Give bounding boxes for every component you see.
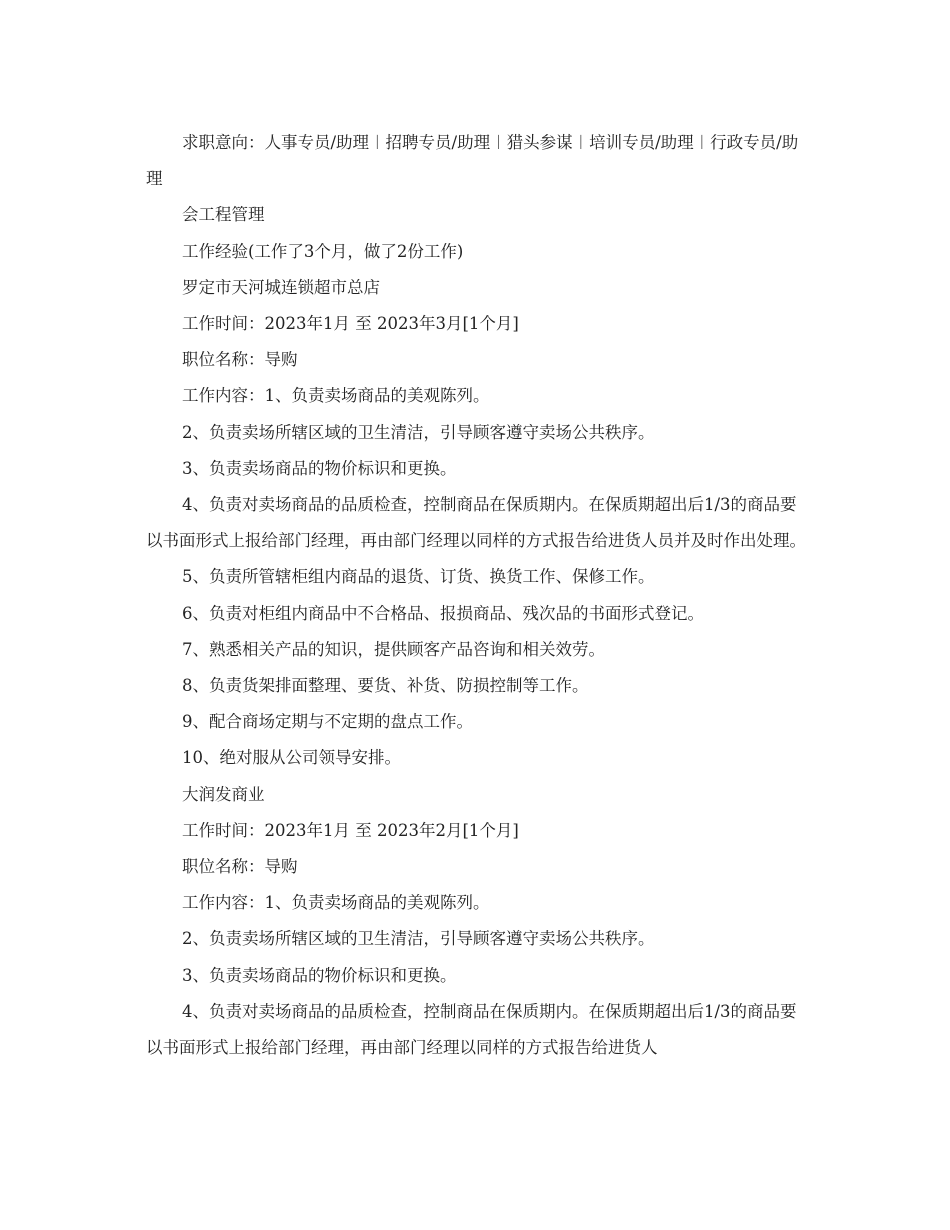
duty-item: 7、熟悉相关产品的知识，提供顾客产品咨询和相关效劳。 xyxy=(182,639,605,659)
job-intention: 求职意向：人事专员/助理︱招聘专员/助理︱猎头参谋︱培训专员/助理︱行政专员/助理 xyxy=(146,133,799,189)
duty-item: 4、负责对卖场商品的品质检查，控制商品在保质期内。在保质期超出后1/3的商品要以书面形式上报给部门经理，再由部门经理以同样的方式报告给进货人 xyxy=(146,1001,797,1058)
company-name: 大润发商业 xyxy=(182,784,265,804)
duty-item: 6、负责对柜组内商品中不合格品、报损商品、残次品的书面形式登记。 xyxy=(182,603,704,623)
duty-item: 5、负责所管辖柜组内商品的退货、订货、换货工作、保修工作。 xyxy=(182,567,655,587)
duty-item: 3、负责卖场商品的物价标识和更换。 xyxy=(182,965,457,985)
company-name: 罗定市天河城连锁超市总店 xyxy=(182,277,380,297)
work-period: 工作时间：2023年1月 至 2023年3月[1个月] xyxy=(182,314,519,334)
duty-item: 2、负责卖场所辖区域的卫生清洁，引导顾客遵守卖场公共秩序。 xyxy=(182,929,655,949)
duty-item: 3、负责卖场商品的物价标识和更换。 xyxy=(182,458,457,478)
duty-item: 9、配合商场定期与不定期的盘点工作。 xyxy=(182,712,473,732)
work-experience-heading: 工作经验(工作了3个月，做了2份工作) xyxy=(182,241,464,261)
duty-item: 工作内容：1、负责卖场商品的美观陈列。 xyxy=(182,893,490,913)
document-body xyxy=(146,125,806,1066)
work-period: 工作时间：2023年1月 至 2023年2月[1个月] xyxy=(182,820,519,840)
duty-item: 2、负责卖场所辖区域的卫生清洁，引导顾客遵守卖场公共秩序。 xyxy=(182,422,655,442)
duty-item: 4、负责对卖场商品的品质检查，控制商品在保质期内。在保质期超出后1/3的商品要以书面形式上报给部门经理，再由部门经理以同样的方式报告给进货人员并及时作出处理。 xyxy=(146,495,806,551)
duty-item: 10、绝对服从公司领导安排。 xyxy=(182,748,401,768)
position-title: 职位名称：导购 xyxy=(182,857,298,877)
position-title: 职位名称：导购 xyxy=(182,350,298,370)
duty-item: 工作内容：1、负责卖场商品的美观陈列。 xyxy=(182,386,490,406)
duty-item: 8、负责货架排面整理、要货、补货、防损控制等工作。 xyxy=(182,676,589,696)
skill-line: 会工程管理 xyxy=(182,205,265,225)
